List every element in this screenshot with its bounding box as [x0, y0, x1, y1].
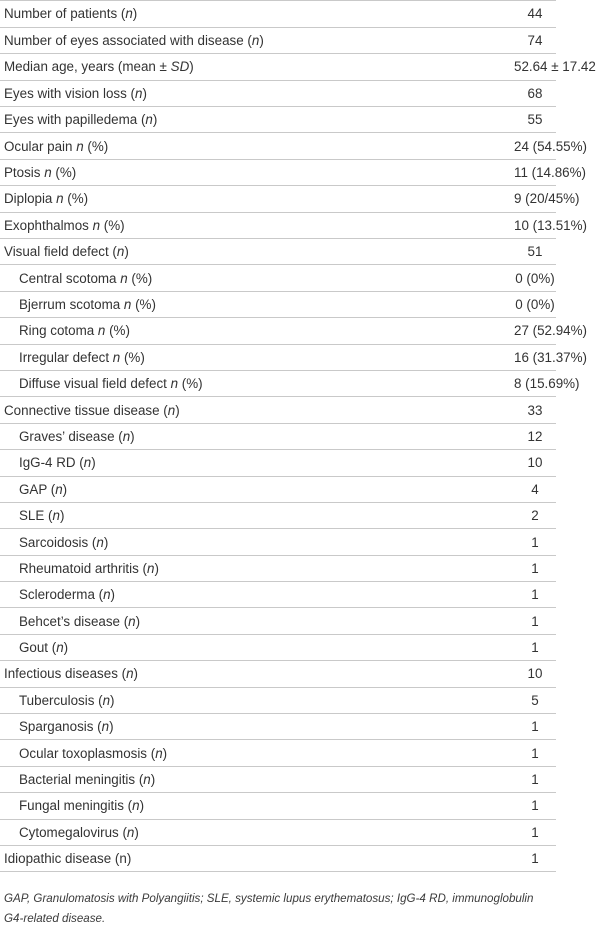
table-row — [0, 186, 556, 212]
label-italic: n — [112, 349, 121, 365]
row-label — [0, 608, 380, 634]
label-italic: n — [101, 719, 110, 735]
label-italic: n — [76, 138, 84, 154]
label-italic: n — [170, 376, 179, 392]
row-label — [0, 846, 380, 872]
row-value: 1 — [380, 793, 556, 819]
label-suffix: ) — [130, 428, 135, 444]
table-row — [0, 476, 556, 502]
row-value: 5 — [380, 687, 556, 713]
row-value: 0 (0%) — [380, 291, 556, 317]
label-suffix: ) — [132, 6, 138, 22]
label-text: Fungal meningitis ( — [19, 798, 133, 814]
label-text: Sarcoidosis ( — [19, 534, 97, 550]
label-suffix: ) — [133, 666, 138, 682]
table-row — [0, 344, 556, 370]
label-italic: n — [97, 323, 106, 339]
label-suffix: ) — [154, 560, 159, 576]
table-row — [0, 793, 556, 819]
label-italic: n — [92, 217, 101, 233]
label-suffix: ) — [91, 455, 96, 471]
row-value: 10 — [380, 450, 556, 476]
row-value: 10 — [380, 661, 556, 687]
label-text: Number of patients ( — [4, 6, 126, 22]
label-italic: n — [102, 692, 111, 708]
table-row — [0, 555, 556, 581]
label-italic: n — [96, 534, 104, 550]
table-row — [0, 687, 556, 713]
label-suffix: ) — [142, 85, 147, 101]
table-row — [0, 423, 556, 449]
table-row — [0, 846, 556, 872]
row-label — [0, 661, 380, 687]
label-italic: n — [145, 112, 153, 128]
row-value: 10 (13.51%) — [380, 212, 556, 238]
row-label — [0, 186, 380, 212]
row-label — [0, 318, 380, 344]
table-row — [0, 370, 556, 396]
row-label — [0, 476, 380, 502]
row-label — [0, 370, 380, 396]
row-value: 44 — [380, 1, 556, 27]
label-text: Connective tissue disease ( — [4, 402, 168, 418]
table-row — [0, 212, 556, 238]
table-row — [0, 107, 556, 133]
label-text: Graves’ disease ( — [19, 428, 123, 444]
table-footnote: GAP, Granulomatosis with Polyangiitis; SLE, systemic lupus erythematosus; IgG-4 RD, immunoglobulin G4-related disease. — [4, 892, 534, 925]
row-label — [0, 819, 380, 845]
table-row — [0, 27, 556, 53]
label-text: Median age, years (mean ± — [4, 59, 171, 75]
table-row — [0, 1, 556, 27]
table-row — [0, 582, 556, 608]
label-suffix: ) — [134, 824, 139, 840]
row-label — [0, 1, 380, 27]
label-text: Visual field defect ( — [4, 244, 117, 260]
label-suffix: (%) — [131, 296, 156, 312]
label-italic: n — [132, 798, 140, 814]
label-italic: n — [122, 428, 131, 444]
row-label — [0, 80, 380, 106]
label-suffix: ) — [162, 745, 168, 761]
table-row — [0, 450, 556, 476]
label-suffix: ) — [150, 772, 156, 788]
patient-characteristics-table — [0, 1, 596, 872]
row-value: 74 — [380, 27, 556, 53]
label-italic: n — [116, 244, 125, 260]
row-value: 9 (20/45%) — [380, 186, 556, 212]
table-row — [0, 397, 556, 423]
row-value: 1 — [380, 740, 556, 766]
row-value: 52.64 ± 17.42 — [380, 54, 556, 80]
row-label — [0, 27, 380, 53]
label-suffix: ) — [110, 587, 116, 603]
label-suffix: (%) — [127, 270, 153, 286]
label-suffix: ) — [139, 798, 145, 814]
label-italic: n — [55, 481, 63, 497]
label-text: Exophthalmos — [4, 217, 93, 233]
row-value: 1 — [380, 819, 556, 845]
table-row — [0, 159, 556, 185]
table-row — [0, 80, 556, 106]
table-row — [0, 529, 556, 555]
label-text: Number of eyes associated with disease ( — [4, 33, 252, 49]
table-row — [0, 291, 556, 317]
row-label — [0, 502, 380, 528]
label-text: GAP ( — [19, 481, 56, 497]
table-row — [0, 502, 556, 528]
label-text: Diffuse visual field defect — [19, 376, 171, 392]
label-suffix: ) — [63, 640, 69, 656]
row-value: 68 — [380, 80, 556, 106]
label-text: Scleroderma ( — [19, 587, 104, 603]
label-italic: n — [56, 640, 64, 656]
label-suffix: (%) — [83, 138, 109, 154]
row-value: 8 (15.69%) — [380, 370, 556, 396]
table-row — [0, 714, 556, 740]
row-label — [0, 793, 380, 819]
label-suffix: ) — [62, 481, 68, 497]
label-text: Ring cotoma — [19, 323, 98, 339]
label-text: Bjerrum scotoma — [19, 296, 124, 312]
label-italic: n — [56, 191, 64, 207]
row-label — [0, 212, 380, 238]
label-italic: n — [251, 33, 260, 49]
row-label — [0, 766, 380, 792]
row-label — [0, 634, 380, 660]
row-value: 1 — [380, 582, 556, 608]
label-text: Ocular pain — [4, 138, 77, 154]
label-text: Ptosis — [4, 165, 45, 181]
label-text: Ocular toxoplasmosis ( — [19, 745, 156, 761]
table-row — [0, 54, 556, 80]
label-italic: n — [155, 745, 163, 761]
label-suffix: ) — [110, 692, 115, 708]
row-label — [0, 450, 380, 476]
label-italic: n — [143, 772, 151, 788]
row-label — [0, 107, 380, 133]
label-italic: n — [83, 455, 92, 471]
label-suffix: (%) — [105, 323, 130, 339]
row-label — [0, 740, 380, 766]
table-row — [0, 819, 556, 845]
label-italic: n — [134, 85, 143, 101]
row-label — [0, 555, 380, 581]
label-text: Idiopathic disease (n) — [4, 851, 132, 867]
label-italic: n — [128, 613, 136, 629]
row-label — [0, 714, 380, 740]
row-label — [0, 582, 380, 608]
label-italic: n — [120, 270, 128, 286]
label-italic: n — [125, 6, 133, 22]
label-italic: n — [167, 402, 176, 418]
row-value: 1 — [380, 766, 556, 792]
label-italic: n — [147, 560, 155, 576]
label-italic: n — [44, 165, 52, 181]
table-row — [0, 239, 556, 265]
label-suffix: ) — [152, 112, 158, 128]
label-suffix: ) — [124, 244, 129, 260]
label-italic: n — [103, 587, 111, 603]
row-label — [0, 344, 380, 370]
label-suffix: ) — [189, 59, 194, 75]
row-value: 0 (0%) — [380, 265, 556, 291]
label-text: Sparganosis ( — [19, 719, 102, 735]
label-suffix: (%) — [63, 191, 89, 207]
label-italic: SD — [170, 59, 190, 75]
row-value: 1 — [380, 555, 556, 581]
label-text: Eyes with vision loss ( — [4, 85, 135, 101]
label-italic: n — [52, 508, 60, 524]
label-text: IgG-4 RD ( — [19, 455, 84, 471]
row-value: 55 — [380, 107, 556, 133]
label-suffix: (%) — [178, 376, 203, 392]
label-text: Infectious diseases ( — [4, 666, 127, 682]
label-text: Rheumatoid arthritis ( — [19, 560, 148, 576]
table-row — [0, 265, 556, 291]
row-value: 1 — [380, 634, 556, 660]
label-text: Cytomegalovirus ( — [19, 824, 127, 840]
row-value: 24 (54.55%) — [380, 133, 556, 159]
row-value: 11 (14.86%) — [380, 159, 556, 185]
label-suffix: (%) — [100, 217, 125, 233]
label-suffix: (%) — [120, 349, 145, 365]
table-row — [0, 634, 556, 660]
label-italic: n — [126, 824, 135, 840]
row-label — [0, 54, 380, 80]
label-italic: n — [123, 296, 132, 312]
row-value: 27 (52.94%) — [380, 318, 556, 344]
row-value: 1 — [380, 846, 556, 872]
label-text: Tuberculosis ( — [19, 692, 103, 708]
label-suffix: ) — [59, 508, 65, 524]
table-row — [0, 740, 556, 766]
table-row — [0, 318, 556, 344]
row-label — [0, 159, 380, 185]
row-value: 12 — [380, 423, 556, 449]
label-text: Behcet’s disease ( — [19, 613, 129, 629]
label-text: Central scotoma — [19, 270, 121, 286]
label-text: Irregular defect — [19, 349, 113, 365]
table-body — [0, 1, 596, 872]
label-text: Diplopia — [4, 191, 57, 207]
label-italic: n — [126, 666, 134, 682]
row-value: 1 — [380, 529, 556, 555]
label-suffix: ) — [103, 534, 109, 550]
label-text: SLE ( — [19, 508, 53, 524]
row-value: 1 — [380, 608, 556, 634]
label-suffix: (%) — [51, 165, 77, 181]
row-label — [0, 397, 380, 423]
row-value: 51 — [380, 239, 556, 265]
row-value: 16 (31.37%) — [380, 344, 556, 370]
label-suffix: ) — [259, 33, 264, 49]
row-value: 1 — [380, 714, 556, 740]
row-value: 33 — [380, 397, 556, 423]
row-label — [0, 133, 380, 159]
table-row — [0, 661, 556, 687]
row-label — [0, 239, 380, 265]
row-label — [0, 687, 380, 713]
row-label — [0, 423, 380, 449]
table-row — [0, 608, 556, 634]
label-text: Bacterial meningitis ( — [19, 772, 144, 788]
label-text: Gout ( — [19, 640, 57, 656]
label-text: Eyes with papilledema ( — [4, 112, 146, 128]
table-row — [0, 133, 556, 159]
label-suffix: ) — [109, 719, 114, 735]
row-label — [0, 529, 380, 555]
table-row — [0, 766, 556, 792]
label-suffix: ) — [135, 613, 141, 629]
row-label — [0, 265, 380, 291]
label-suffix: ) — [175, 402, 180, 418]
row-value: 4 — [380, 476, 556, 502]
row-label — [0, 291, 380, 317]
row-value: 2 — [380, 502, 556, 528]
